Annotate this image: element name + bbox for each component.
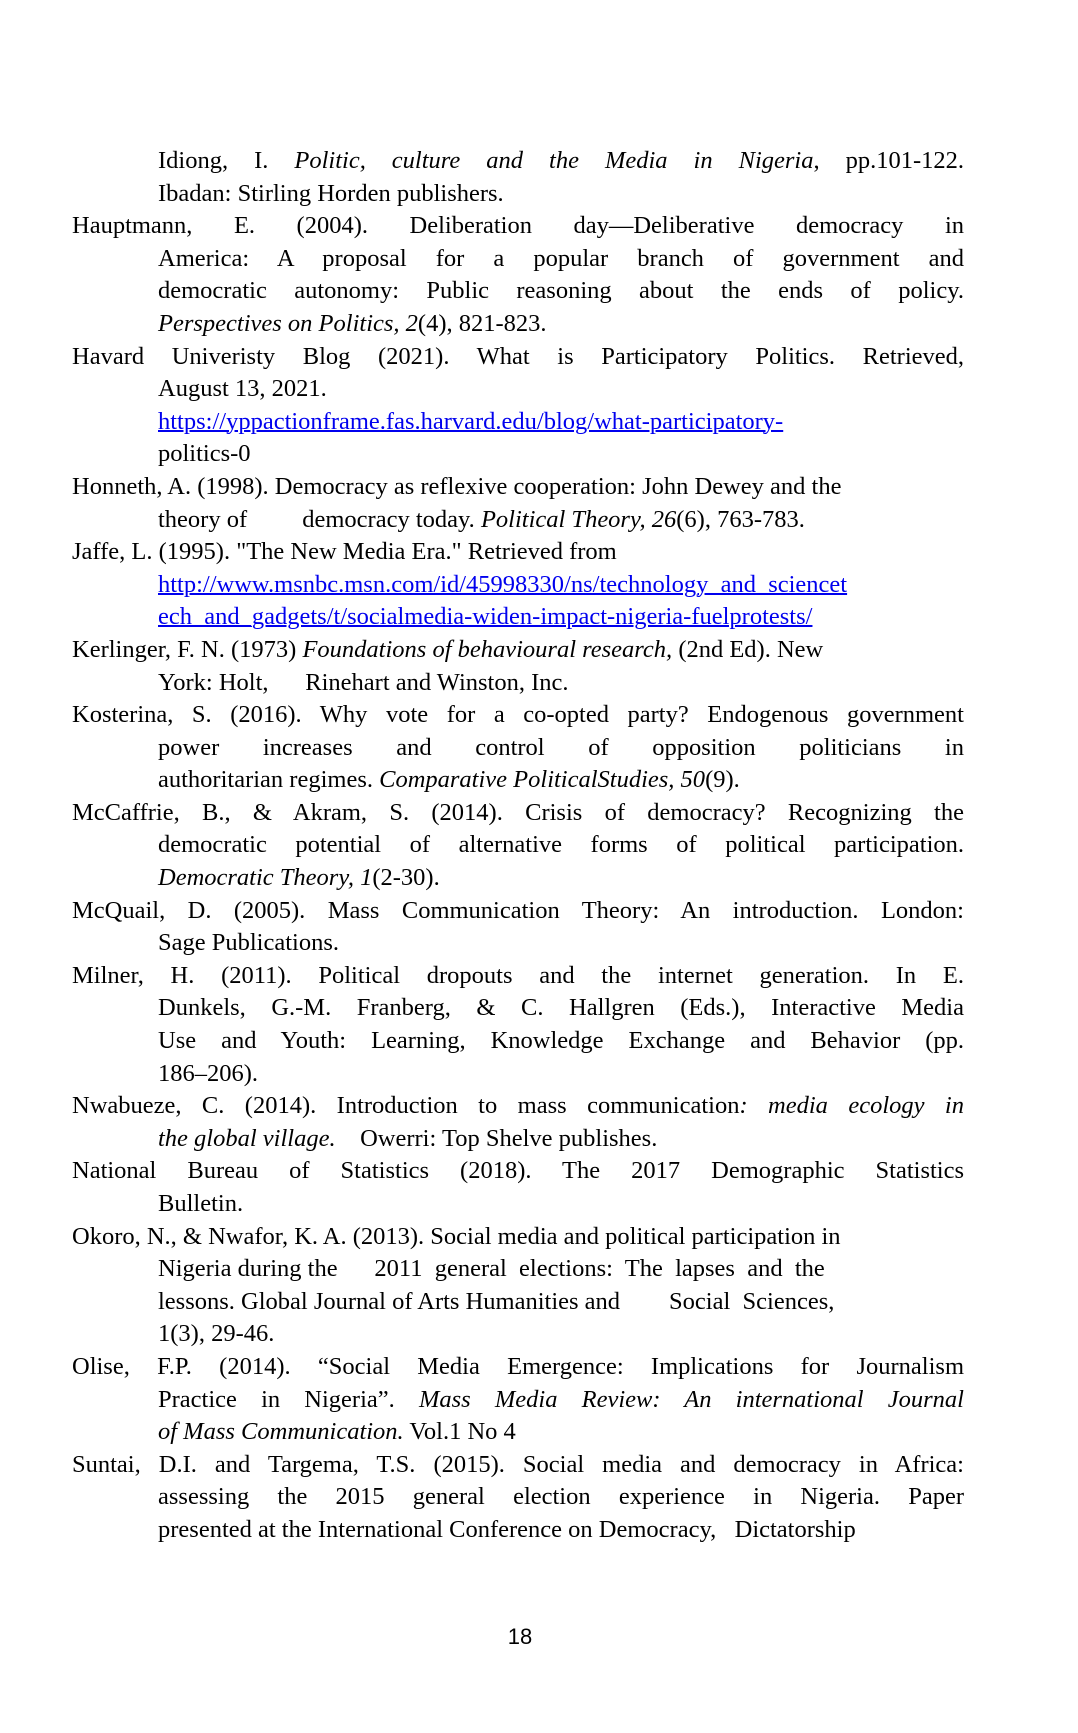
reference-url-link[interactable]: https://yppactionframe.fas.harvard.edu/blog/what-participatory- — [158, 407, 784, 435]
reference-text: Practice in Nigeria”. — [158, 1385, 419, 1413]
reference-entry-idiong — [72, 145, 964, 210]
italic-title: the global village. — [158, 1124, 336, 1152]
reference-text: 1(3), 29-46. — [158, 1320, 275, 1348]
reference-text: McCaffrie, B., & Akram, S. (2014). Crisis of democracy? Recognizing the — [72, 798, 964, 826]
reference-text: lessons. Global Journal of Arts Humanities and Social Sciences, — [158, 1287, 835, 1315]
reference-text: Vol.1 No 4 — [403, 1418, 516, 1446]
reference-url-link[interactable]: ech_and_gadgets/t/socialmedia-widen-impact-nigeria-fuelprotests/ — [158, 603, 813, 631]
reference-text: Jaffe, L. (1995). "The New Media Era." Retrieved from — [72, 538, 617, 566]
reference-entry-jaffe — [72, 536, 964, 634]
italic-title: Mass Media Review: An international Journal — [418, 1385, 964, 1413]
reference-text: Nwabueze, C. (2014). Introduction to mass communication — [72, 1092, 740, 1120]
reference-text: politics-0 — [158, 440, 251, 468]
reference-line — [158, 373, 964, 406]
reference-line — [158, 178, 964, 211]
reference-text: Hauptmann, E. (2004). Deliberation day—Deliberative democracy in — [72, 212, 964, 240]
reference-list — [72, 145, 964, 1547]
reference-text: Honneth, A. (1998). Democracy as reflexive cooperation: John Dewey and the — [72, 472, 842, 500]
reference-text: (9). — [705, 766, 740, 794]
reference-text: Idiong, I. — [158, 147, 295, 174]
reference-line — [158, 1384, 964, 1417]
reference-line — [158, 1123, 964, 1156]
reference-text: (2-30). — [372, 864, 440, 892]
italic-title: Perspectives on Politics, 2 — [158, 309, 418, 337]
reference-text: York: Holt, Rinehart and Winston, Inc. — [158, 668, 569, 696]
reference-text: (4), 821-823. — [417, 309, 547, 337]
reference-text: (2nd Ed). New — [672, 635, 824, 663]
reference-entry-mccaffrie — [72, 797, 964, 895]
reference-line — [158, 569, 964, 602]
reference-entry-havard — [72, 341, 964, 471]
reference-text: 186–206). — [158, 1059, 259, 1087]
reference-line — [72, 1221, 964, 1254]
reference-entry-kosterina — [72, 699, 964, 797]
reference-text: National Bureau of Statistics (2018). The 2017 Demographic Statistics — [72, 1157, 964, 1185]
reference-line — [158, 504, 964, 537]
reference-text: America: A proposal for a popular branch of government and — [158, 244, 964, 272]
reference-line — [72, 699, 964, 732]
reference-line — [158, 406, 964, 439]
reference-text: Ibadan: Stirling Horden publishers. — [158, 179, 504, 207]
reference-text: assessing the 2015 general election experience in Nigeria. Paper — [158, 1483, 964, 1511]
reference-line — [158, 732, 964, 765]
reference-line — [158, 1286, 964, 1319]
italic-title: Political Theory, 26 — [480, 505, 677, 533]
reference-line — [158, 1058, 964, 1091]
reference-entry-mcquail — [72, 895, 964, 960]
reference-text: Owerri: Top Shelve publishes. — [335, 1124, 658, 1152]
reference-text: Okoro, N., & Nwafor, K. A. (2013). Social media and political participation in — [72, 1222, 841, 1250]
reference-text: democratic autonomy: Public reasoning about the ends of policy. — [158, 277, 964, 305]
italic-title: : media ecology in — [739, 1092, 964, 1120]
reference-entry-suntai — [72, 1449, 964, 1547]
reference-url-link[interactable]: http://www.msnbc.msn.com/id/45998330/ns/technology_and_sciencet — [158, 570, 848, 598]
reference-text: presented at the International Conference on Democracy, Dictatorship — [158, 1515, 856, 1543]
reference-text: Bulletin. — [158, 1190, 244, 1217]
reference-line — [158, 1481, 964, 1514]
reference-text: power increases and control of opposition politicians in — [158, 733, 964, 761]
reference-line — [158, 667, 964, 700]
reference-entry-olise — [72, 1351, 964, 1449]
reference-line — [72, 210, 964, 243]
reference-line — [158, 145, 964, 178]
reference-text: McQuail, D. (2005). Mass Communication Theory: An introduction. London: — [72, 896, 964, 924]
italic-title: Politic, culture and the Media in Nigeria — [294, 147, 814, 174]
reference-line — [72, 1449, 964, 1482]
reference-line — [72, 341, 964, 374]
reference-line — [158, 862, 964, 895]
reference-line — [158, 1025, 964, 1058]
reference-text: , pp.101-122. — [813, 147, 964, 174]
reference-entry-okoro — [72, 1221, 964, 1351]
reference-entry-nbs — [72, 1155, 964, 1220]
page-number: 18 — [507, 1624, 533, 1649]
reference-line — [72, 1155, 964, 1188]
reference-entry-hauptmann — [72, 210, 964, 340]
reference-line — [158, 243, 964, 276]
reference-text: democratic potential of alternative forms of political participation. — [158, 831, 964, 859]
italic-title: Democratic Theory, 1 — [158, 864, 373, 892]
reference-text: Olise, F.P. (2014). “Social Media Emergence: Implications for Journalism — [72, 1352, 964, 1380]
reference-line — [158, 308, 964, 341]
italic-title: Foundations of behavioural research, — [302, 635, 673, 663]
reference-text: Use and Youth: Learning, Knowledge Exchange and Behavior (pp. — [158, 1027, 964, 1055]
reference-line — [158, 829, 964, 862]
reference-line — [158, 927, 964, 960]
reference-line — [72, 1351, 964, 1384]
reference-line — [158, 992, 964, 1025]
reference-text: Kerlinger, F. N. (1973) — [72, 635, 303, 663]
reference-line — [158, 1514, 964, 1547]
reference-text: August 13, 2021. — [158, 375, 327, 403]
reference-line — [72, 1090, 964, 1123]
reference-line — [158, 438, 964, 471]
reference-line — [72, 634, 964, 667]
reference-line — [158, 275, 964, 308]
reference-text: Suntai, D.I. and Targema, T.S. (2015). Social media and democracy in Africa: — [72, 1450, 964, 1478]
reference-line — [158, 1188, 964, 1221]
reference-text: Havard Univeristy Blog (2021). What is Participatory Politics. Retrieved, — [72, 342, 964, 370]
reference-text: Nigeria during the 2011 general elections: The lapses and the — [158, 1255, 825, 1283]
reference-line — [158, 1318, 964, 1351]
reference-entry-honneth — [72, 471, 964, 536]
reference-line — [72, 601, 964, 634]
reference-text: Kosterina, S. (2016). Why vote for a co-opted party? Endogenous government — [72, 701, 964, 729]
reference-line — [158, 1416, 964, 1449]
reference-text: Dunkels, G.-M. Franberg, & C. Hallgren (Eds.), Interactive Media — [158, 994, 964, 1022]
reference-line — [72, 960, 964, 993]
reference-entry-milner — [72, 960, 964, 1090]
reference-text: (6), 763-783. — [676, 505, 805, 533]
italic-title: Comparative PoliticalStudies, 50 — [379, 766, 706, 794]
reference-entry-kerlinger — [72, 634, 964, 699]
reference-text: theory of democracy today. — [158, 505, 481, 533]
reference-text: Sage Publications. — [158, 929, 340, 957]
reference-text: Milner, H. (2011). Political dropouts and the internet generation. In E. — [72, 961, 964, 989]
reference-line — [72, 471, 964, 504]
reference-entry-nwabueze — [72, 1090, 964, 1155]
reference-text: authoritarian regimes. — [158, 766, 380, 794]
reference-line — [72, 797, 964, 830]
reference-line — [72, 536, 964, 569]
reference-line — [158, 1253, 964, 1286]
reference-line — [158, 764, 964, 797]
italic-title: of Mass Communication. — [158, 1418, 404, 1446]
reference-line — [72, 895, 964, 928]
